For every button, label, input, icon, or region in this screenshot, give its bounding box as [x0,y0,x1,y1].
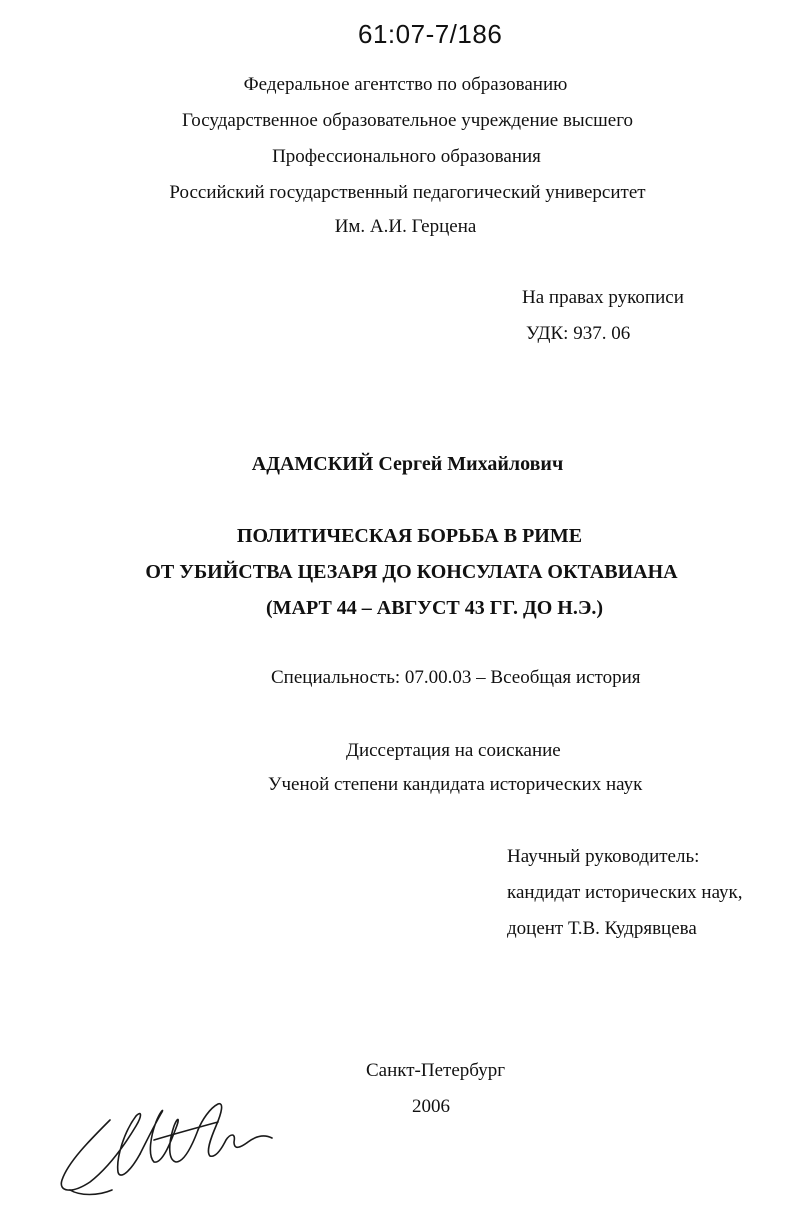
author-name: АДАМСКИЙ Сергей Михайлович [251,453,564,475]
title-line-3: (МАРТ 44 – АВГУСТ 43 ГГ. ДО Н.Э.) [266,597,604,619]
education-line: Профессионального образования [272,146,541,167]
university-line: Российский государственный педагогический университет [169,182,646,203]
manuscript-rights: На правах рукописи [522,287,684,308]
dissertation-line-1: Диссертация на соискание [346,740,561,761]
title-line-2: ОТ УБИЙСТВА ЦЕЗАРЯ ДО КОНСУЛАТА ОКТАВИАНА [145,561,678,583]
city: Санкт-Петербург [366,1060,506,1081]
title-line-1: ПОЛИТИЧЕСКАЯ БОРЬБА В РИМЕ [236,525,583,547]
supervisor-degree: кандидат исторических наук, [507,882,743,903]
agency-line: Федеральное агентство по образованию [243,74,568,95]
specialty: Специальность: 07.00.03 – Всеобщая история [271,667,641,688]
supervisor-label: Научный руководитель: [507,846,700,867]
year: 2006 [412,1096,450,1117]
institution-line: Государственное образовательное учреждение высшего [181,110,634,131]
udk-code: УДК: 937. 06 [526,323,631,344]
handwritten-signature [50,1082,280,1207]
supervisor-name: доцент Т.В. Кудрявцева [507,918,697,939]
dissertation-line-2: Ученой степени кандидата исторических наук [268,774,643,795]
named-after-line: Им. А.И. Герцена [334,216,477,237]
document-code: 61:07-7/186 [358,19,503,49]
